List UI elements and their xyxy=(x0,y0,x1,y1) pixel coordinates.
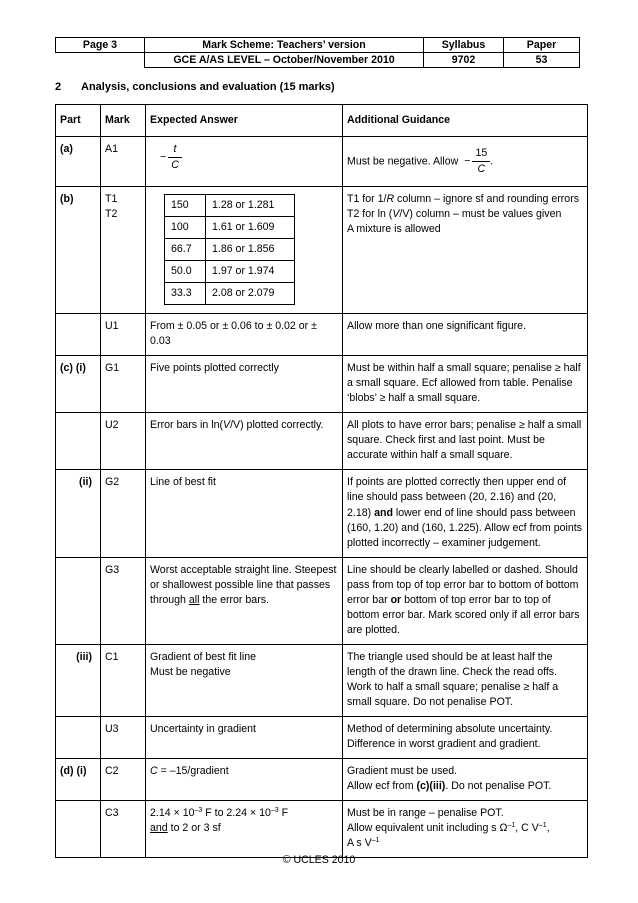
minus-sign: − xyxy=(160,151,167,164)
syllabus-label: Syllabus xyxy=(424,38,504,53)
part-label: (c) (i) xyxy=(56,356,101,413)
text-underlined: and xyxy=(150,822,168,835)
superscript: –3 xyxy=(194,807,203,814)
part-label: (ii) xyxy=(56,470,101,557)
section-number: 2 xyxy=(55,81,62,93)
value-cell: 66.7 xyxy=(165,239,206,261)
table-row xyxy=(56,758,588,800)
guidance: Must be within half a small square; penalise ≥ half a small square. Ecf allowed from table. Penalise ‘blobs’ ≥ half a small square. xyxy=(343,356,588,413)
expected-answer xyxy=(146,557,343,644)
guidance-t2 xyxy=(347,207,583,222)
section-heading xyxy=(55,80,335,96)
text: F xyxy=(278,807,289,819)
fraction-15-over-c xyxy=(472,146,490,177)
text: = –15/gradient xyxy=(157,764,229,777)
guidance xyxy=(343,470,588,557)
text: . Do not penalise POT. xyxy=(445,779,552,792)
table-row xyxy=(56,801,588,858)
text: 2.14 × 10 xyxy=(150,807,195,819)
superscript: –1 xyxy=(371,837,380,845)
part-label xyxy=(56,557,101,644)
text: , C V xyxy=(515,822,539,835)
syllabus-code: 9702 xyxy=(424,53,504,68)
fraction-numerator: 15 xyxy=(472,146,490,162)
text: , xyxy=(546,822,550,835)
table-row xyxy=(56,413,588,470)
text: Worst acceptable straight line. Steepest or shallowest possible line that passes through xyxy=(150,563,337,606)
expected-answer: From ± 0.05 or ± 0.06 to ± 0.02 or ± 0.03 xyxy=(146,314,343,356)
mark-code: G3 xyxy=(101,557,146,644)
value-cell: 150 xyxy=(165,195,206,217)
table-row xyxy=(56,470,588,557)
mark-code: U1 xyxy=(101,314,146,356)
col-additional-guidance: Additional Guidance xyxy=(343,105,588,137)
guidance-t1 xyxy=(347,192,583,207)
fraction-denominator: C xyxy=(171,159,179,172)
text: Gradient must be used. xyxy=(347,764,458,777)
table-row xyxy=(56,644,588,716)
mark-scheme-table xyxy=(55,104,588,858)
superscript: –3 xyxy=(270,807,279,814)
text: bottom of top error bar to top of bottom error bar. Mark scored only if all error bars are plotted. xyxy=(347,593,580,636)
value-cell: 1.61 or 1.609 xyxy=(206,217,295,239)
values-row xyxy=(165,261,295,283)
text: T1 for 1/ xyxy=(347,193,387,206)
table-row xyxy=(56,716,588,758)
value-cell: 1.28 or 1.281 xyxy=(206,195,295,217)
text: the error bars. xyxy=(199,593,269,606)
table-row xyxy=(56,356,588,413)
expected-answer xyxy=(146,644,343,716)
header-spacer xyxy=(56,53,145,68)
expected-answer xyxy=(146,187,343,314)
expected-answer: Line of best fit xyxy=(146,470,343,557)
text-italic: V xyxy=(392,208,400,221)
table-row xyxy=(56,557,588,644)
mark-code: U2 xyxy=(101,413,146,470)
header-table xyxy=(55,37,580,68)
guidance xyxy=(343,187,588,314)
values-row xyxy=(165,239,295,261)
text: Allow equivalent unit including s Ω xyxy=(347,822,508,835)
text: Line should be clearly labelled or dashed. Should pass from top of top error bar to bottom of bottom error bar xyxy=(347,563,579,606)
guidance xyxy=(343,557,588,644)
text-bold: and xyxy=(374,506,393,519)
guidance-line xyxy=(347,836,583,851)
answer-line xyxy=(150,806,338,821)
col-expected-answer: Expected Answer xyxy=(146,105,343,137)
value-cell: 1.97 or 1.974 xyxy=(206,261,295,283)
text: If points are plotted correctly then upper end of line should pass between (20, 2.16) and (20, 2.18) xyxy=(347,476,567,519)
text-italic: V xyxy=(223,419,231,432)
mark-code: C2 xyxy=(101,758,146,800)
guidance: Method of determining absolute uncertainty. Difference in worst gradient and gradient. xyxy=(343,716,588,758)
minus-sign: − xyxy=(464,154,471,167)
mark-code: G2 xyxy=(101,470,146,557)
text: column – ignore sf and rounding errors xyxy=(394,193,580,206)
guidance: All plots to have error bars; penalise ≥ half a small square. Check first and last point. Must be accurate within half a small square. xyxy=(343,413,588,470)
value-cell: 2.08 or 2.079 xyxy=(206,283,295,305)
text-italic: R xyxy=(386,193,395,206)
expected-answer xyxy=(146,801,343,858)
expected-answer: Five points plotted correctly xyxy=(146,356,343,413)
table-row xyxy=(56,314,588,356)
text-underlined: all xyxy=(188,593,200,606)
expected-answer xyxy=(146,137,343,187)
value-cell: 50.0 xyxy=(165,261,206,283)
text: Must be in range – penalise POT. xyxy=(347,807,504,819)
answer-line xyxy=(150,821,338,836)
part-label xyxy=(56,716,101,758)
value-cell: 100 xyxy=(165,217,206,239)
guidance: The triangle used should be at least half the length of the drawn line. Check the read offs. Work to half a small square; penalise ≥ half a small square. Do not penalise POT. xyxy=(343,644,588,716)
guidance-text: Must be negative. Allow xyxy=(347,154,459,167)
part-label xyxy=(56,801,101,858)
text: Must be negative xyxy=(150,665,231,678)
text: lower end of line should pass between (160, 1.20) and (160, 1.225). Allow ecf from points plotted incorrectly – examiner judgement. xyxy=(347,506,582,549)
paper-label: Paper xyxy=(504,38,580,53)
part-label: (b) xyxy=(56,187,101,314)
value-cell: 33.3 xyxy=(165,283,206,305)
guidance xyxy=(343,758,588,800)
values-row xyxy=(165,283,295,305)
exam-title: GCE A/AS LEVEL – October/November 2010 xyxy=(145,53,424,68)
mark-code: C1 xyxy=(101,644,146,716)
text: to 2 or 3 sf xyxy=(167,822,221,835)
guidance-line xyxy=(347,779,583,794)
mark-code: U3 xyxy=(101,716,146,758)
expected-answer xyxy=(146,758,343,800)
text: T2 for ln ( xyxy=(347,208,393,221)
values-row xyxy=(165,217,295,239)
paper-number: 53 xyxy=(504,53,580,68)
period: . xyxy=(490,154,494,167)
guidance xyxy=(343,801,588,858)
fraction-t-over-c xyxy=(168,142,182,173)
table-row xyxy=(56,137,588,187)
guidance: Allow more than one significant figure. xyxy=(343,314,588,356)
col-part: Part xyxy=(56,105,101,137)
text: Allow ecf from xyxy=(347,779,417,792)
text: Gradient of best fit line xyxy=(150,650,256,663)
mark-code: A1 xyxy=(101,137,146,187)
fraction-denominator: C xyxy=(477,162,486,175)
text-italic: C xyxy=(150,764,158,777)
text-bold: (c)(iii) xyxy=(416,779,446,792)
table-header-row xyxy=(56,105,588,137)
value-cell: 1.86 or 1.856 xyxy=(206,239,295,261)
text: Error bars in ln( xyxy=(150,419,223,432)
guidance-mixture: A mixture is allowed xyxy=(347,223,441,236)
mark-code xyxy=(101,187,146,314)
part-label: (iii) xyxy=(56,644,101,716)
text-bold: or xyxy=(390,593,402,606)
page-number: Page 3 xyxy=(56,38,145,53)
guidance-line xyxy=(347,821,583,836)
copyright-footer: © UCLES 2010 xyxy=(282,854,356,866)
expected-answer: Uncertainty in gradient xyxy=(146,716,343,758)
values-row xyxy=(165,195,295,217)
text: A s V xyxy=(347,837,372,850)
mark-scheme-title: Mark Scheme: Teachers’ version xyxy=(145,38,424,53)
expected-answer xyxy=(146,413,343,470)
fraction-numerator: t xyxy=(168,142,182,158)
section-title: Analysis, conclusions and evaluation (15 marks) xyxy=(81,81,335,93)
guidance xyxy=(343,137,588,187)
mark-code-t1: T1 xyxy=(105,193,118,206)
part-label xyxy=(56,413,101,470)
mark-code-t2: T2 xyxy=(105,208,118,221)
superscript: –1 xyxy=(507,822,516,830)
values-table xyxy=(164,194,295,305)
superscript: –1 xyxy=(538,822,547,830)
part-label xyxy=(56,314,101,356)
part-label: (a) xyxy=(56,137,101,187)
table-row xyxy=(56,187,588,314)
mark-code: C3 xyxy=(101,801,146,858)
mark-code: G1 xyxy=(101,356,146,413)
text: /V) column – must be values given xyxy=(399,208,562,221)
text: /V) plotted correctly. xyxy=(230,419,324,432)
col-mark: Mark xyxy=(101,105,146,137)
text: F to 2.24 × 10 xyxy=(202,807,271,819)
part-label: (d) (i) xyxy=(56,758,101,800)
